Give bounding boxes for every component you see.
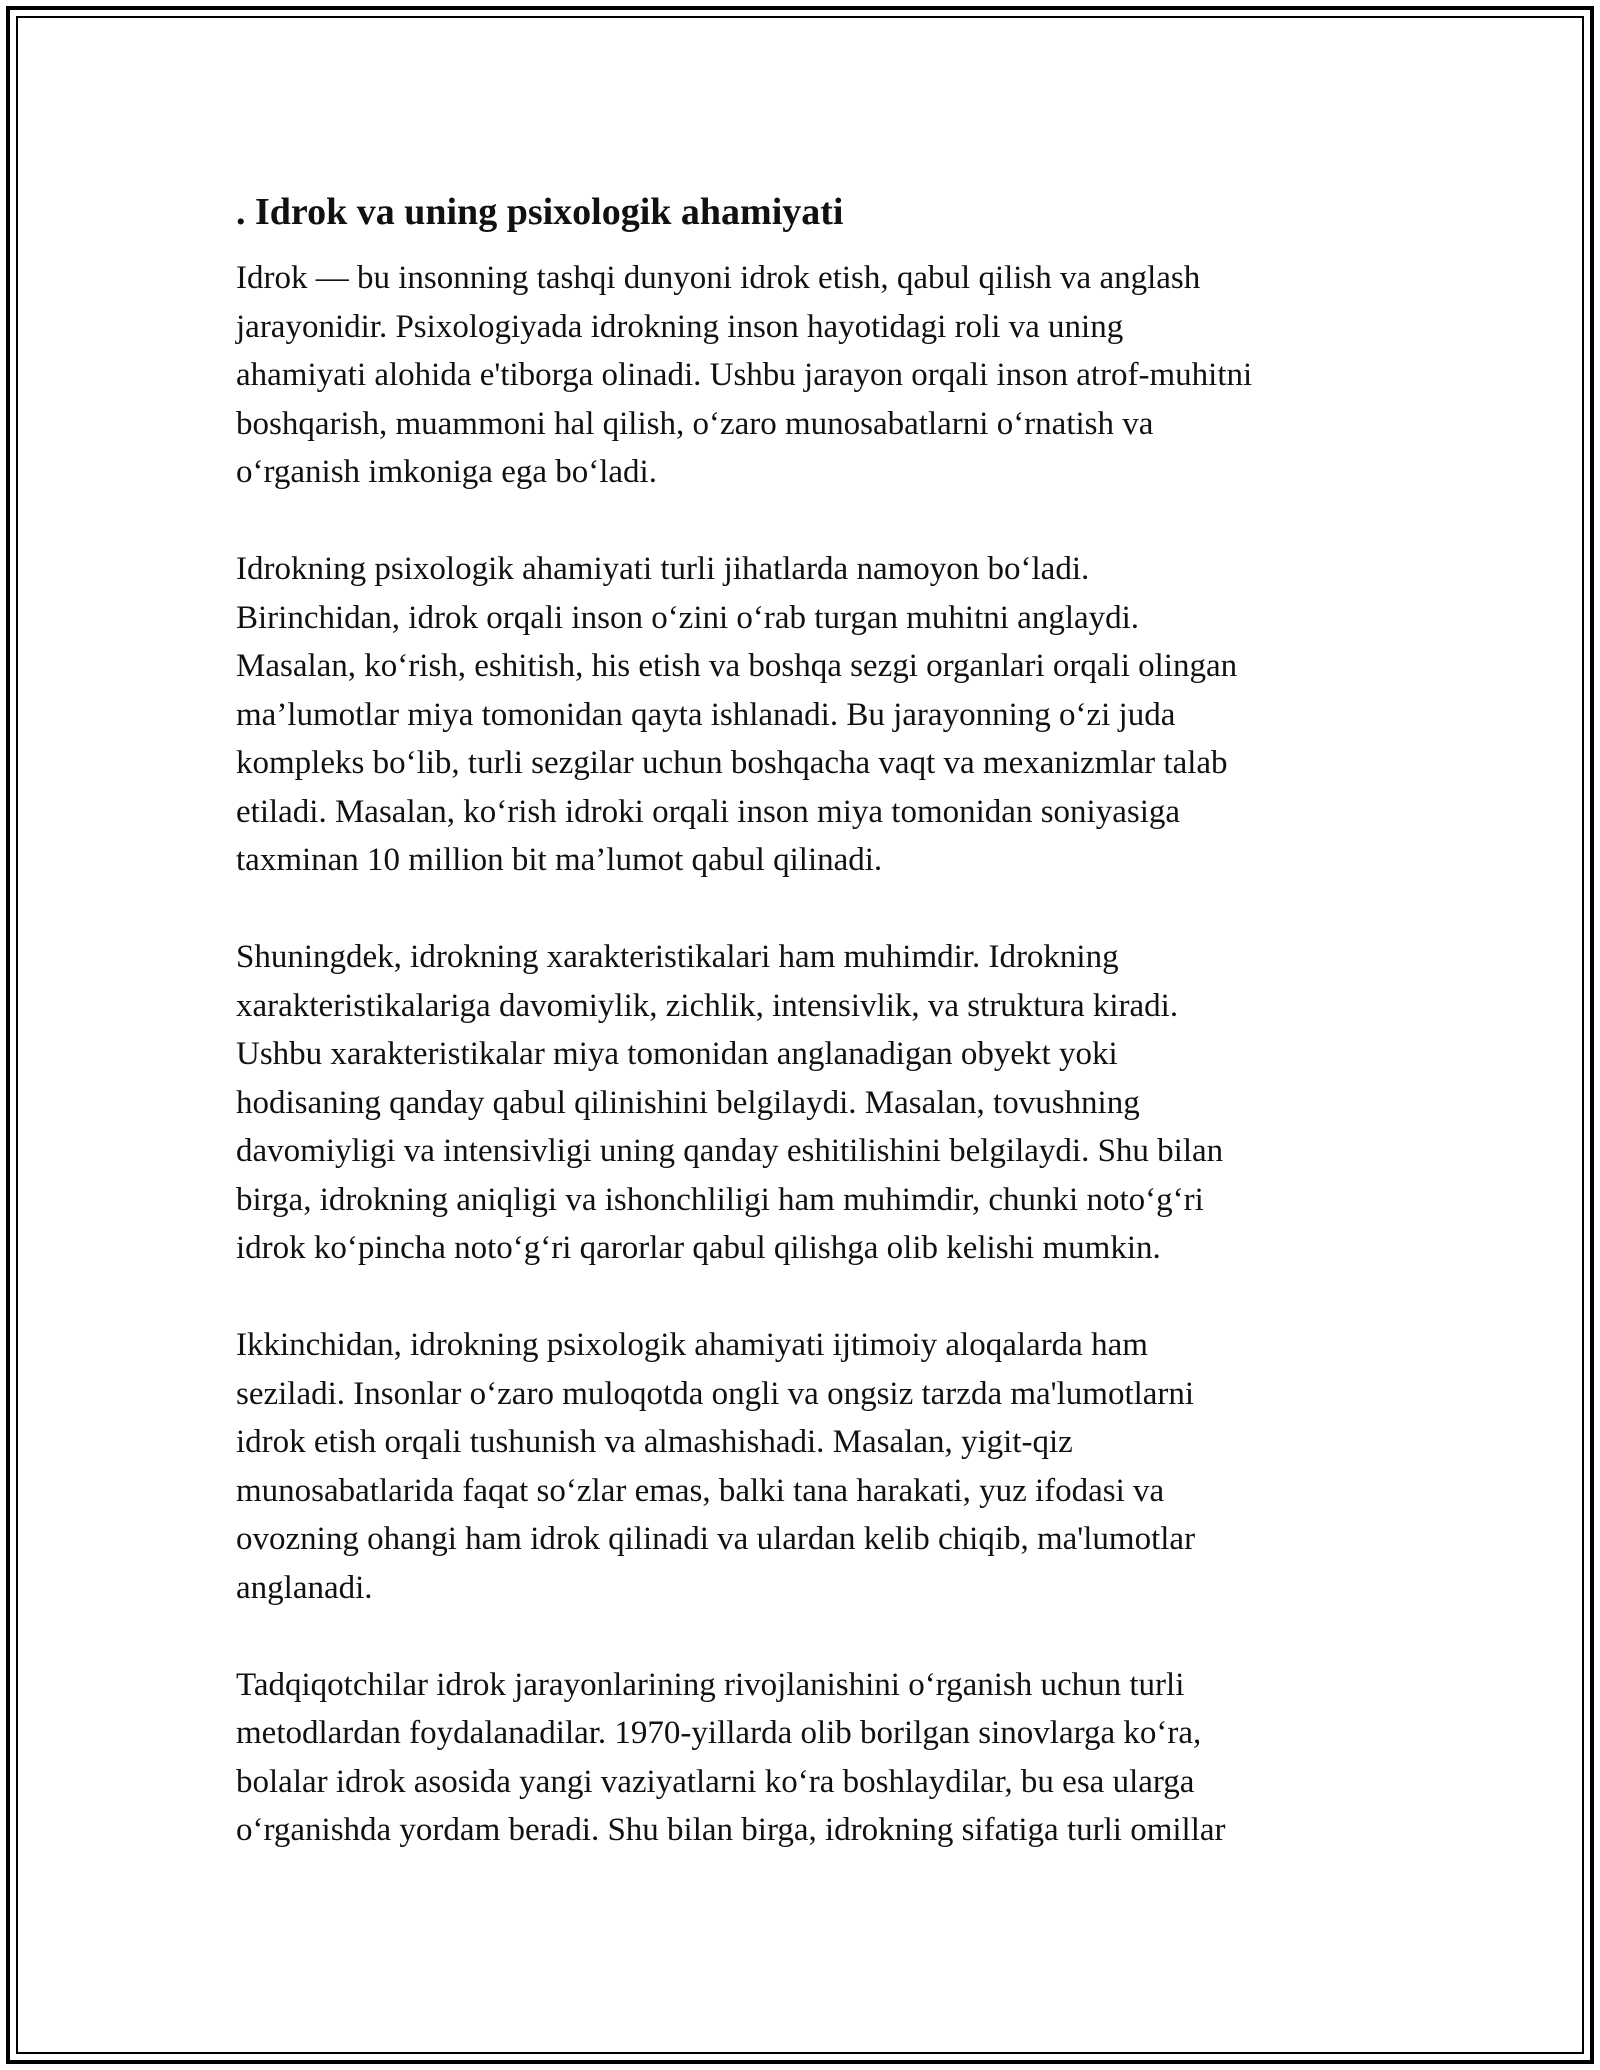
paragraph-gap xyxy=(236,1273,1376,1322)
text-line: birga, idrokning aniqligi va ishonchliligi ham muhimdir, chunki notoʻgʻri xyxy=(236,1181,1204,1218)
text-line: boshqarish, muammoni hal qilish, oʻzaro munosabatlarni oʻrnatish va xyxy=(236,405,1154,442)
text-line: Masalan, koʻrish, eshitish, his etish va boshqa sezgi organlari orqali olingan xyxy=(236,648,1238,684)
text-line: Idrokning psixologik ahamiyati turli jihatlarda namoyon boʻladi. xyxy=(236,551,1090,587)
text-line: oʻrganishda yordam beradi. Shu bilan birga, idrokning sifatiga turli omillar xyxy=(236,1812,1226,1848)
text-line: oʻrganish imkoniga ega boʻladi. xyxy=(236,454,657,490)
text-line: davomiyligi va intensivligi uning qanday eshitilishini belgilaydi. Shu bilan xyxy=(236,1133,1224,1169)
text-line: hodisaning qanday qabul qilinishini belgilaydi. Masalan, tovushning xyxy=(236,1084,1140,1121)
paragraph-3 xyxy=(236,933,1376,1321)
text-line: bolalar idrok asosida yangi vaziyatlarni koʻra boshlaydilar, bu esa ularga xyxy=(236,1763,1195,1800)
paragraph-gap xyxy=(236,885,1376,934)
text-line: anglanadi. xyxy=(236,1569,373,1606)
text-line: metodlardan foydalanadilar. 1970-yillarda olib borilgan sinovlarga koʻra, xyxy=(236,1715,1202,1751)
text-line: ahamiyati alohida e'tiborga olinadi. Ushbu jarayon orqali inson atrof-muhitni xyxy=(236,357,1253,393)
text-line: xarakteristikalariga davomiylik, zichlik, intensivlik, va struktura kiradi. xyxy=(236,987,1179,1024)
text-line: kompleks boʻlib, turli sezgilar uchun boshqacha vaqt va mexanizmlar talab xyxy=(236,745,1228,781)
paragraph-4 xyxy=(236,1321,1376,1661)
text-line: Ushbu xarakteristikalar miya tomonidan anglanadigan obyekt yoki xyxy=(236,1036,1118,1072)
text-line: etiladi. Masalan, koʻrish idroki orqali inson miya tomonidan soniyasiga xyxy=(236,793,1181,830)
text-line: taxminan 10 million bit ma’lumot qabul qilinadi. xyxy=(236,842,883,878)
text-line: jarayonidir. Psixologiyada idrokning inson hayotidagi roli va uning xyxy=(236,308,1124,345)
text-line: Ikkinchidan, idrokning psixologik ahamiyati ijtimoiy aloqalarda ham xyxy=(236,1327,1148,1363)
document-body xyxy=(236,186,1376,1855)
paragraph-2 xyxy=(236,545,1376,933)
text-line: Tadqiqotchilar idrok jarayonlarining rivojlanishini oʻrganish uchun turli xyxy=(236,1666,1185,1703)
paragraph-5 xyxy=(236,1661,1376,1855)
text-line: munosabatlarida faqat soʻzlar emas, balki tana harakati, yuz ifodasi va xyxy=(236,1472,1165,1509)
paragraph-1 xyxy=(236,254,1376,545)
text-line: Birinchidan, idrok orqali inson oʻzini oʻrab turgan muhitni anglaydi. xyxy=(236,599,1140,636)
text-line: Shuningdek, idrokning xarakteristikalari ham muhimdir. Idrokning xyxy=(236,939,1119,975)
text-line: ma’lumotlar miya tomonidan qayta ishlanadi. Bu jarayonning oʻzi juda xyxy=(236,696,1176,733)
text-line: idrok koʻpincha notoʻgʻri qarorlar qabul qilishga olib kelishi mumkin. xyxy=(236,1230,1161,1266)
text-line: idrok etish orqali tushunish va almashishadi. Masalan, yigit-qiz xyxy=(236,1424,1073,1460)
paragraph-gap xyxy=(236,1612,1376,1661)
paragraph-gap xyxy=(236,497,1376,546)
text-line: ovozning ohangi ham idrok qilinadi va ulardan kelib chiqib, ma'lumotlar xyxy=(236,1521,1196,1557)
text-line: seziladi. Insonlar oʻzaro muloqotda ongli va ongsiz tarzda ma'lumotlarni xyxy=(236,1375,1195,1412)
text-line: Idrok — bu insonning tashqi dunyoni idrok etish, qabul qilish va anglash xyxy=(236,260,1201,296)
section-heading: . Idrok va uning psixologik ahamiyati xyxy=(236,191,844,233)
